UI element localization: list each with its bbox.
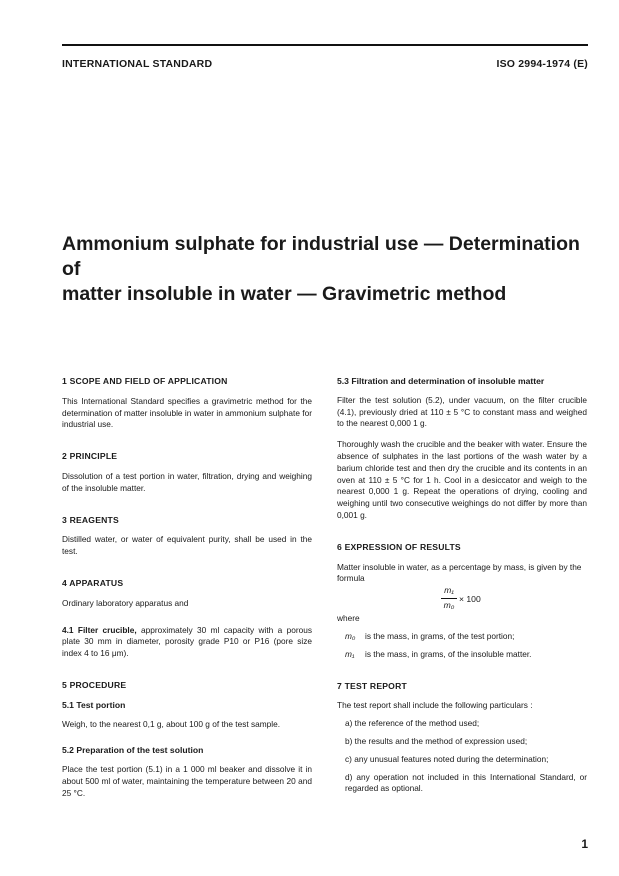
- apparatus-item-label: 4.1 Filter crucible,: [62, 624, 137, 635]
- definition-m0-symbol: m₀: [345, 630, 356, 641]
- reagents-heading: 3 REAGENTS: [62, 514, 119, 525]
- test-solution-heading: 5.2 Preparation of the test solution: [62, 745, 204, 756]
- formula: [337, 585, 587, 613]
- formula-multiplier: × 100: [459, 594, 481, 605]
- title-line-1: Ammonium sulphate for industrial use — Determination of: [62, 233, 580, 280]
- scope-text: This International Standard specifies a gravimetric method for the determination of matter insoluble in water in ammonium sulphate for industrial use.: [62, 395, 312, 430]
- report-intro: The test report shall include the following particulars :: [337, 700, 533, 711]
- formula-denominator: m₀: [443, 599, 455, 610]
- left-column: [62, 376, 312, 800]
- header-document-number: ISO 2994-1974 (E): [496, 58, 588, 70]
- right-column: [337, 376, 587, 795]
- reagents-text: Distilled water, or water of equivalent purity, shall be used in the test.: [62, 534, 312, 557]
- page-number: 1: [581, 837, 588, 851]
- scope-heading: 1 SCOPE AND FIELD OF APPLICATION: [62, 376, 228, 386]
- procedure-heading: 5 PROCEDURE: [62, 679, 127, 690]
- filtration-text-2: Thoroughly wash the crucible and the beaker with water. Ensure the absence of sulphates in the last portions of the wash water by a barium chloride test and then dry the crucible and its contents in an oven at 110 ± 5 °C for 1 h. Cool in a desiccator and weigh to the nearest 0,000 1 g. Repeat the operations of drying, cooling and weighing until two consecutive weighings do not differ by more than 0,001 g.: [337, 439, 587, 520]
- fraction-bar: [441, 598, 457, 599]
- definition-m0: [337, 631, 587, 643]
- filtration-heading: 5.3 Filtration and determination of insoluble matter: [337, 376, 545, 386]
- header-standard-label: INTERNATIONAL STANDARD: [62, 58, 213, 70]
- report-item-d: d) any operation not included in this International Standard, or regarded as optional.: [345, 771, 587, 794]
- apparatus-item-text: approximately 30 ml capacity with a porous plate 30 mm in diameter, porosity grade P10 or P16 (pore size index 4 to 16 μm).: [62, 624, 312, 659]
- filtration-text-1: Filter the test solution (5.2), under vacuum, on the filter crucible (4.1), previously dried at 110 ± 5 °C to constant mass and weighed to the nearest 0,000 1 g.: [337, 394, 587, 429]
- formula-numerator: m₁: [444, 585, 454, 596]
- report-item-c: c) any unusual features noted during the determination;: [345, 753, 549, 764]
- title-line-2: matter insoluble in water — Gravimetric method: [62, 283, 507, 305]
- where-label: where: [337, 613, 360, 624]
- apparatus-text: Ordinary laboratory apparatus and: [62, 597, 189, 608]
- results-heading: 6 EXPRESSION OF RESULTS: [337, 541, 461, 552]
- apparatus-item: [62, 625, 312, 660]
- test-solution-text: Place the test portion (5.1) in a 1 000 ml beaker and dissolve it in about 500 ml of water, maintaining the temperature between 20 and 25 °C.: [62, 764, 312, 798]
- definition-m1: [337, 649, 587, 661]
- principle-text: Dissolution of a test portion in water, filtration, drying and weighing of the insoluble matter.: [62, 470, 312, 493]
- formula-intro: Matter insoluble in water, as a percentage by mass, is given by the formula: [337, 561, 582, 584]
- report-heading: 7 TEST REPORT: [337, 680, 407, 691]
- formula-fraction: [441, 585, 457, 612]
- definition-m1-symbol: m₁: [345, 648, 355, 659]
- principle-heading: 2 PRINCIPLE: [62, 451, 118, 462]
- report-item-a: a) the reference of the method used;: [345, 718, 480, 729]
- apparatus-heading: 4 APPARATUS: [62, 577, 124, 588]
- report-item-b: b) the results and the method of expression used;: [345, 735, 528, 746]
- document-title: [62, 232, 582, 307]
- test-portion-heading: 5.1 Test portion: [62, 699, 126, 710]
- top-rule: [62, 44, 588, 46]
- test-portion-text: Weigh, to the nearest 0,1 g, about 100 g of the test sample.: [62, 718, 281, 729]
- definition-m1-text: is the mass, in grams, of the insoluble matter.: [365, 648, 532, 659]
- definition-m0-text: is the mass, in grams, of the test portion;: [365, 630, 515, 641]
